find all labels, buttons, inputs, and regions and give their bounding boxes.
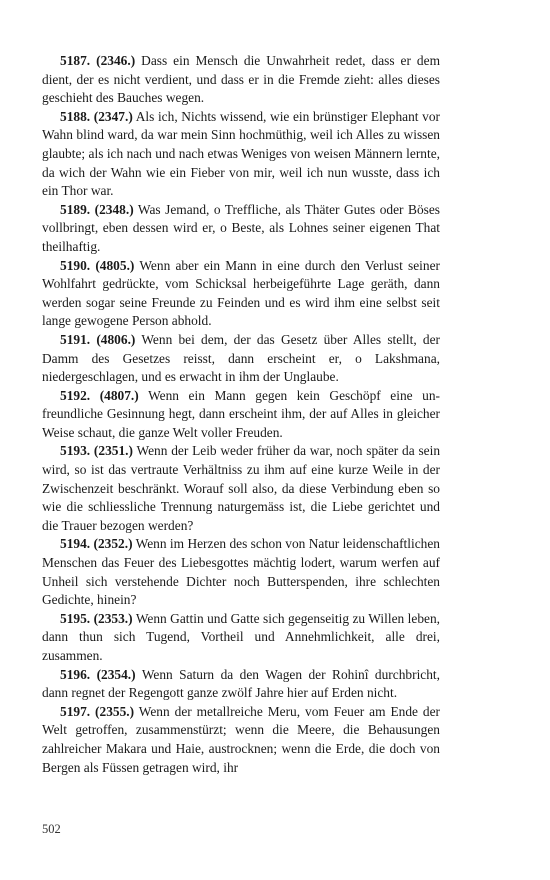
entry [42, 331, 440, 387]
entry-number: 5189. (2348.) [60, 201, 134, 217]
entry [42, 201, 440, 257]
entry-text: Wenn aber ein Mann in eine durch den Verlust seiner Wohlfahrt gedrückte, vom Schicksal herbeigeführte Lage geräth, dann werden sogar seine Freunde zu Feinden und es wird ihm eine selbst seit lange gewogene Person abhold. [42, 257, 440, 329]
entry-text: Wenn ein Mann gegen kein Geschöpf eine unfreundliche Gesinnung hegt, dann erscheint ihm, der auf Alles in gleicher Weise schaut, die ganze Welt voller Freuden. [42, 387, 441, 440]
entry-number: 5190. (4805.) [60, 257, 135, 273]
entry-text: Wenn Saturn da den Wagen der Rohinî durchbricht, dann regnet der Regengott ganze zwölf Jahre hier auf Erden nicht. [42, 666, 440, 701]
entry-number: 5194. (2352.) [60, 536, 133, 552]
entry-text: Wenn im Herzen des schon von Natur leidenschaftlichen Menschen das Feuer des Liebesgottes mächtig lodert, warum werfen auf Unheil sich verstehende Dichter noch Butterspenden, ihre schlechten Gedichte, hinein? [42, 536, 440, 608]
entry-number: 5188. (2347.) [60, 108, 133, 124]
entry-text: Was Jemand, o Treffliche, als Thäter Gutes oder Böses vollbringt, eben dessen wird er, o Beste, als Lohnes seiner eigenen That theilhaftig. [42, 201, 440, 254]
entry [42, 108, 440, 201]
page-body [42, 52, 440, 777]
entry-number: 5197. (2355.) [60, 703, 135, 719]
entry-text: Als ich, Nichts wissend, wie ein brünstiger Elephant vor Wahn blind ward, da war mein Sinn hochmüthig, weil ich Alles zu wissen glaubte; als ich nach und nach etwas Weniges von weisen Männern lernte, da wich der Wahn wie ein Fieber von mir, weil ich nun wusste, dass ich ein Thor war. [42, 108, 440, 199]
entry [42, 610, 440, 666]
entry [42, 442, 440, 535]
entry-text: Wenn der Leib weder früher da war, noch später da sein wird, so ist das vertraute Verhältniss zu ihm auf eine kurze Weile in der Zwischenzeit beschränkt. Worauf soll also, da diese Verbindung eben so wie die schliessliche Trennung naturgemäss ist, die Liebe gerichtet und die Trauer bezogen werden? [42, 443, 441, 533]
entry-number: 5193. (2351.) [60, 443, 133, 459]
entry-text: Wenn der metallreiche Meru, vom Feuer am Ende der Welt getroffen, zusammenstürzt; wenn die Meere, die Behausungen zahlreicher Makara und Haie, austrocknen; wenn die Erde, die doch von Bergen als Füssen getragen wird, ihr [42, 703, 440, 775]
entry [42, 52, 440, 108]
entry-text: Wenn bei dem, der das Gesetz über Alles stellt, der Damm des Gesetzes reisst, dann erscheint er, o Lakshmana, niedergeschlagen, und es erwacht in ihm der Unglaube. [42, 331, 441, 385]
entry-number: 5187. (2346.) [60, 53, 136, 68]
entry [42, 387, 440, 443]
entry-number: 5196. (2354.) [60, 666, 136, 682]
entry-number: 5192. (4807.) [60, 387, 139, 403]
entry-number: 5195. (2353.) [60, 610, 133, 626]
entry [42, 257, 440, 331]
entry-text: Dass ein Mensch die Unwahrheit redet, dass er dem dient, der es nicht verdient, und dass er in die Fremde zieht: alles dieses geschieht des Bauches wegen. [42, 53, 440, 106]
entry [42, 535, 440, 609]
entry [42, 703, 440, 777]
entry-number: 5191. (4806.) [60, 331, 136, 347]
page-number: 502 [42, 822, 61, 836]
entry [42, 666, 440, 703]
entry-text: Wenn Gattin und Gatte sich gegenseitig zu Willen leben, dann thun sich Tugend, Vortheil und Annehmlichkeit, alle drei, zusammen. [42, 610, 440, 663]
